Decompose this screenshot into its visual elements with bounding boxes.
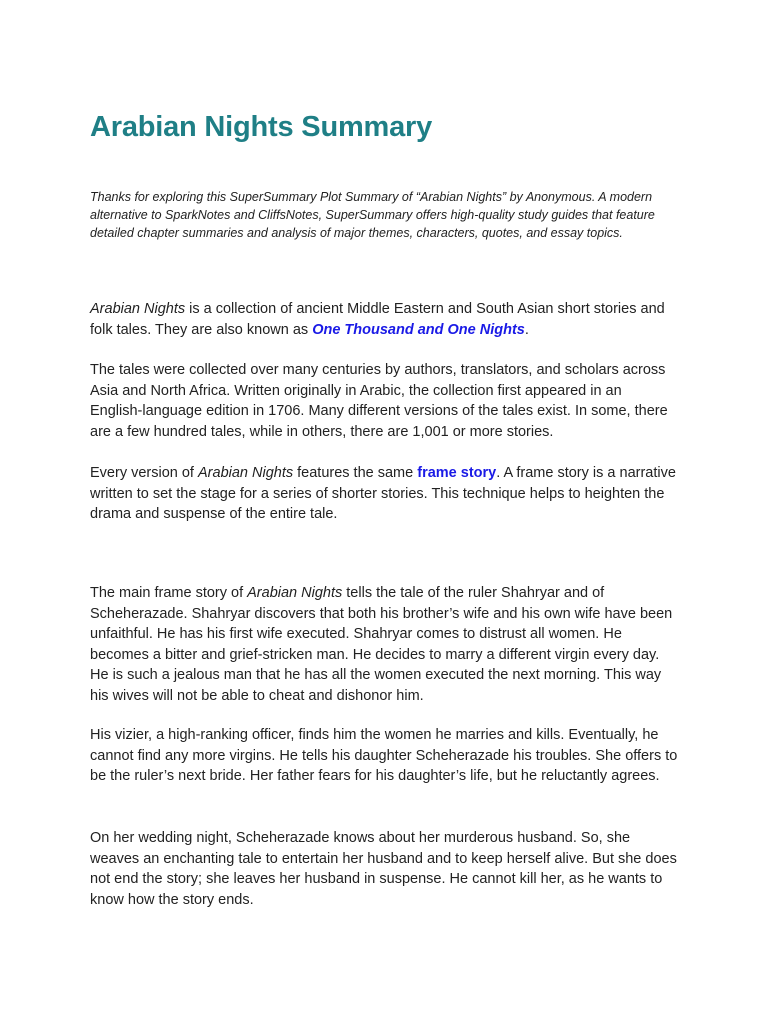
- paragraph-1: [90, 299, 678, 340]
- frame-story-link[interactable]: frame story: [417, 465, 497, 481]
- paragraph-3-text-c: . A frame story is a narrative written to set the stage for a series of shorter stories. This technique helps to heighten the drama and suspense of the entire tale.: [90, 465, 676, 523]
- book-title: Arabian Nights: [247, 585, 343, 601]
- paragraph-1-text-a: is a collection of ancient Middle Eastern and South Asian short stories and folk tales. They are also known as: [90, 301, 665, 338]
- paragraph-1-text-b: .: [524, 321, 529, 338]
- book-title: Arabian Nights: [198, 465, 294, 481]
- paragraph-5: His vizier, a high-ranking officer, finds him the women he marries and kills. Eventually, he cannot find any more virgins. He tells his daughter Scheherazade his troubles. She offers to be the ruler’s next bride. Her father fears for his daughter’s life, but he reluctantly agrees.: [90, 727, 678, 785]
- intro-paragraph: Thanks for exploring this SuperSummary Plot Summary of “Arabian Nights” by Anonymous. A modern alternative to SparkNotes and CliffsNotes, SuperSummary offers high-quality study guides that feature detailed chapter summaries and analysis of major themes, characters, quotes, and essay topics.: [90, 190, 655, 240]
- paragraph-4: [90, 583, 678, 707]
- one-thousand-and-one-nights-link[interactable]: One Thousand and One Nights: [312, 321, 525, 338]
- paragraph-3: [90, 463, 678, 525]
- paragraph-4-text-b: tells the tale of the ruler Shahryar and of Scheherazade. Shahryar discovers that both his brother’s wife and his own wife have been unfaithful. He has his first wife executed. Shahryar comes to distrust all women. He becomes a bitter and grief-stricken man. He decides to marry a different virgin every day. He is such a jealous man that he has all the women executed the next morning. This way his wives will not be able to cheat and dishonor him.: [90, 585, 673, 704]
- paragraph-6: On her wedding night, Scheherazade knows about her murderous husband. So, she weaves an enchanting tale to entertain her husband and to keep herself alive. But she does not end the story; she leaves her husband in suspense. He cannot kill her, as he wants to know how the story ends.: [90, 830, 677, 908]
- page-title: Arabian Nights Summary: [90, 111, 433, 143]
- paragraph-3-text-b: features the same: [293, 465, 418, 481]
- book-title: Arabian Nights: [90, 301, 186, 317]
- paragraph-2: The tales were collected over many centuries by authors, translators, and scholars across Asia and North Africa. Written originally in Arabic, the collection first appeared in an English-language edition in 1706. Many different versions of the tales exist. In some, there are a few hundred tales, while in others, there are 1,001 or more stories.: [90, 362, 668, 440]
- paragraph-4-text-a: The main frame story of: [90, 585, 248, 601]
- paragraph-3-text-a: Every version of: [90, 465, 198, 481]
